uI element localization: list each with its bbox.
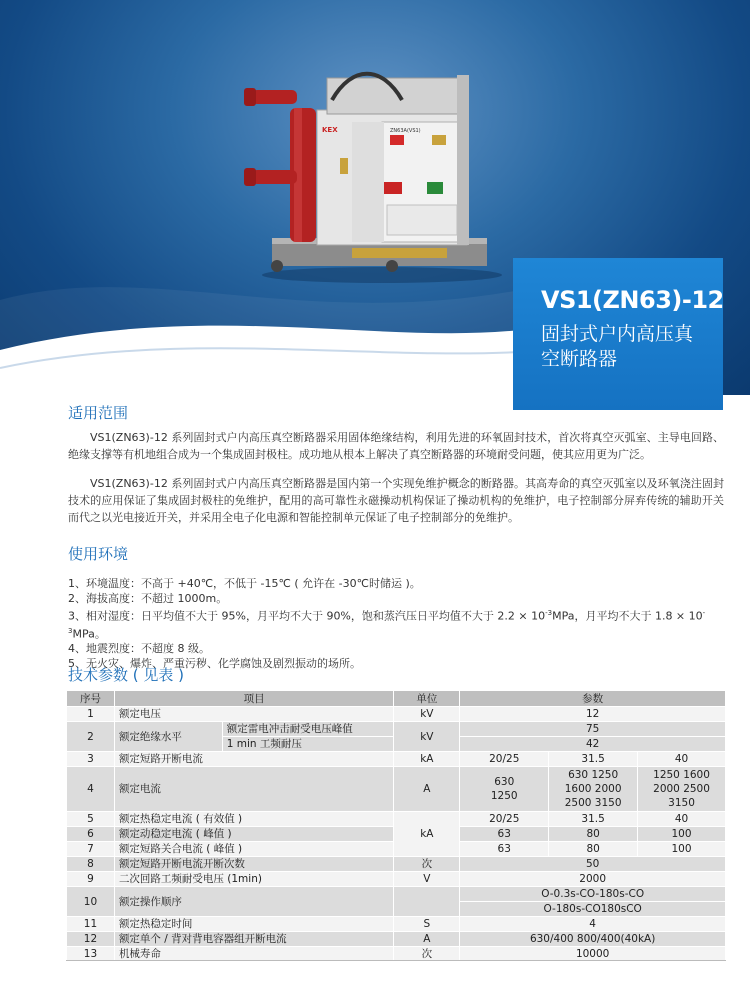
table-row: 7 额定短路关合电流 ( 峰值 ) 63 80 100 (67, 842, 726, 857)
brand-label: KEX (322, 126, 338, 134)
header-params: 参数 (460, 691, 726, 707)
model-plate-label: ZN63A(VS1) (390, 128, 421, 134)
header-item: 项目 (114, 691, 393, 707)
title-box (513, 258, 723, 410)
table-row: 2 额定绝缘水平 额定雷电冲击耐受电压峰值 kV 75 (67, 722, 726, 737)
table-row: 9 二次回路工频耐受电压 (1min) V 2000 (67, 872, 726, 887)
spec-table (66, 690, 726, 962)
table-row: 10 额定操作顺序 O-0.3s-CO-180s-CO (67, 887, 726, 902)
table-row: 11 额定热稳定时间 S 4 (67, 917, 726, 932)
product-model-title: VS1(ZN63)-12 (541, 286, 724, 314)
table-row: 13 机械寿命 次 10000 (67, 947, 726, 962)
table-bottom-rule (66, 960, 726, 961)
table-row: 1 额定电压 kV 12 (67, 707, 726, 722)
section-title-environment: 使用环境 (68, 545, 129, 563)
table-row: 3 额定短路开断电流 kA 20/25 31.5 40 (67, 752, 726, 767)
header-no: 序号 (67, 691, 115, 707)
header-unit: 单位 (394, 691, 460, 707)
section-title-scope: 适用范围 (68, 404, 129, 422)
environment-item: 4、地震烈度：不超度 8 级。 (68, 642, 210, 656)
circuit-breaker-image (232, 70, 502, 285)
table-row: 5 额定热稳定电流 ( 有效值 ) kA 20/25 31.5 40 (67, 812, 726, 827)
table-row: 6 额定动稳定电流 ( 峰值 ) 63 80 100 (67, 827, 726, 842)
table-header-row (67, 691, 726, 707)
table-row: O-180s-CO180sCO (67, 902, 726, 917)
scope-paragraph-2: VS1(ZN63)-12 系列固封式户内高压真空断路器是国内第一个实现免维护概念的断路器。其高寿命的真空灭弧室以及环氧浇注固封技术的应用保证了集成固封极柱的免维护，配用的高可靠性永磁操动机构保证了操动机构的免维护，电子控制部分屏弃传统的辅助开关而代之以光电接近开关，并采用全电子化电源和智能控制单元保证了电子控制部分的免维护。 (68, 477, 724, 524)
section-title-tech: 技术参数 ( 见表 ) (68, 666, 185, 684)
scope-paragraph-1: VS1(ZN63)-12 系列固封式户内高压真空断路器采用固体绝缘结构，利用先进的环氧固封技术，首次将真空灭弧室、主导电回路、绝缘支撑等有机地组合成为一个集成固封极柱。成功地从根本上解决了真空断路器的环境耐受问题，使其应用更为广泛。 (68, 431, 724, 461)
environment-item: 5、无火灾、爆炸、严重污秽、化学腐蚀及剧烈振动的场所。 (68, 657, 361, 671)
product-subtitle: 固封式户内高压真空断路器 (541, 323, 694, 370)
table-row: 12 额定单个 / 背对背电容器组开断电流 A 630/400 800/400(40kA) (67, 932, 726, 947)
environment-list (68, 576, 728, 671)
environment-item-humidity: 3、相对湿度：日平均值不大于 95%，月平均不大于 90%，饱和蒸汽压日平均值不大于 $2.2 \times 10^{-3}MPa$，月平均不大于 $1.8 \times 10^{-3}MPa$。 (68, 609, 706, 641)
table-row: 4 额定电流 A 630 1250 630 1250 1600 2000 2500 3150 1250 1600 2000 2500 3150 (67, 767, 726, 812)
table-row: 1 min 工频耐压 42 (67, 737, 726, 752)
table-row: 8 额定短路开断电流开断次数 次 50 (67, 857, 726, 872)
environment-item: 1、环境温度：不高于 +40℃，不低于 -15℃ ( 允许在 -30℃时储运 )。 (68, 577, 421, 590)
environment-item: 2、海拔高度：不超过 1000m。 (68, 592, 228, 605)
